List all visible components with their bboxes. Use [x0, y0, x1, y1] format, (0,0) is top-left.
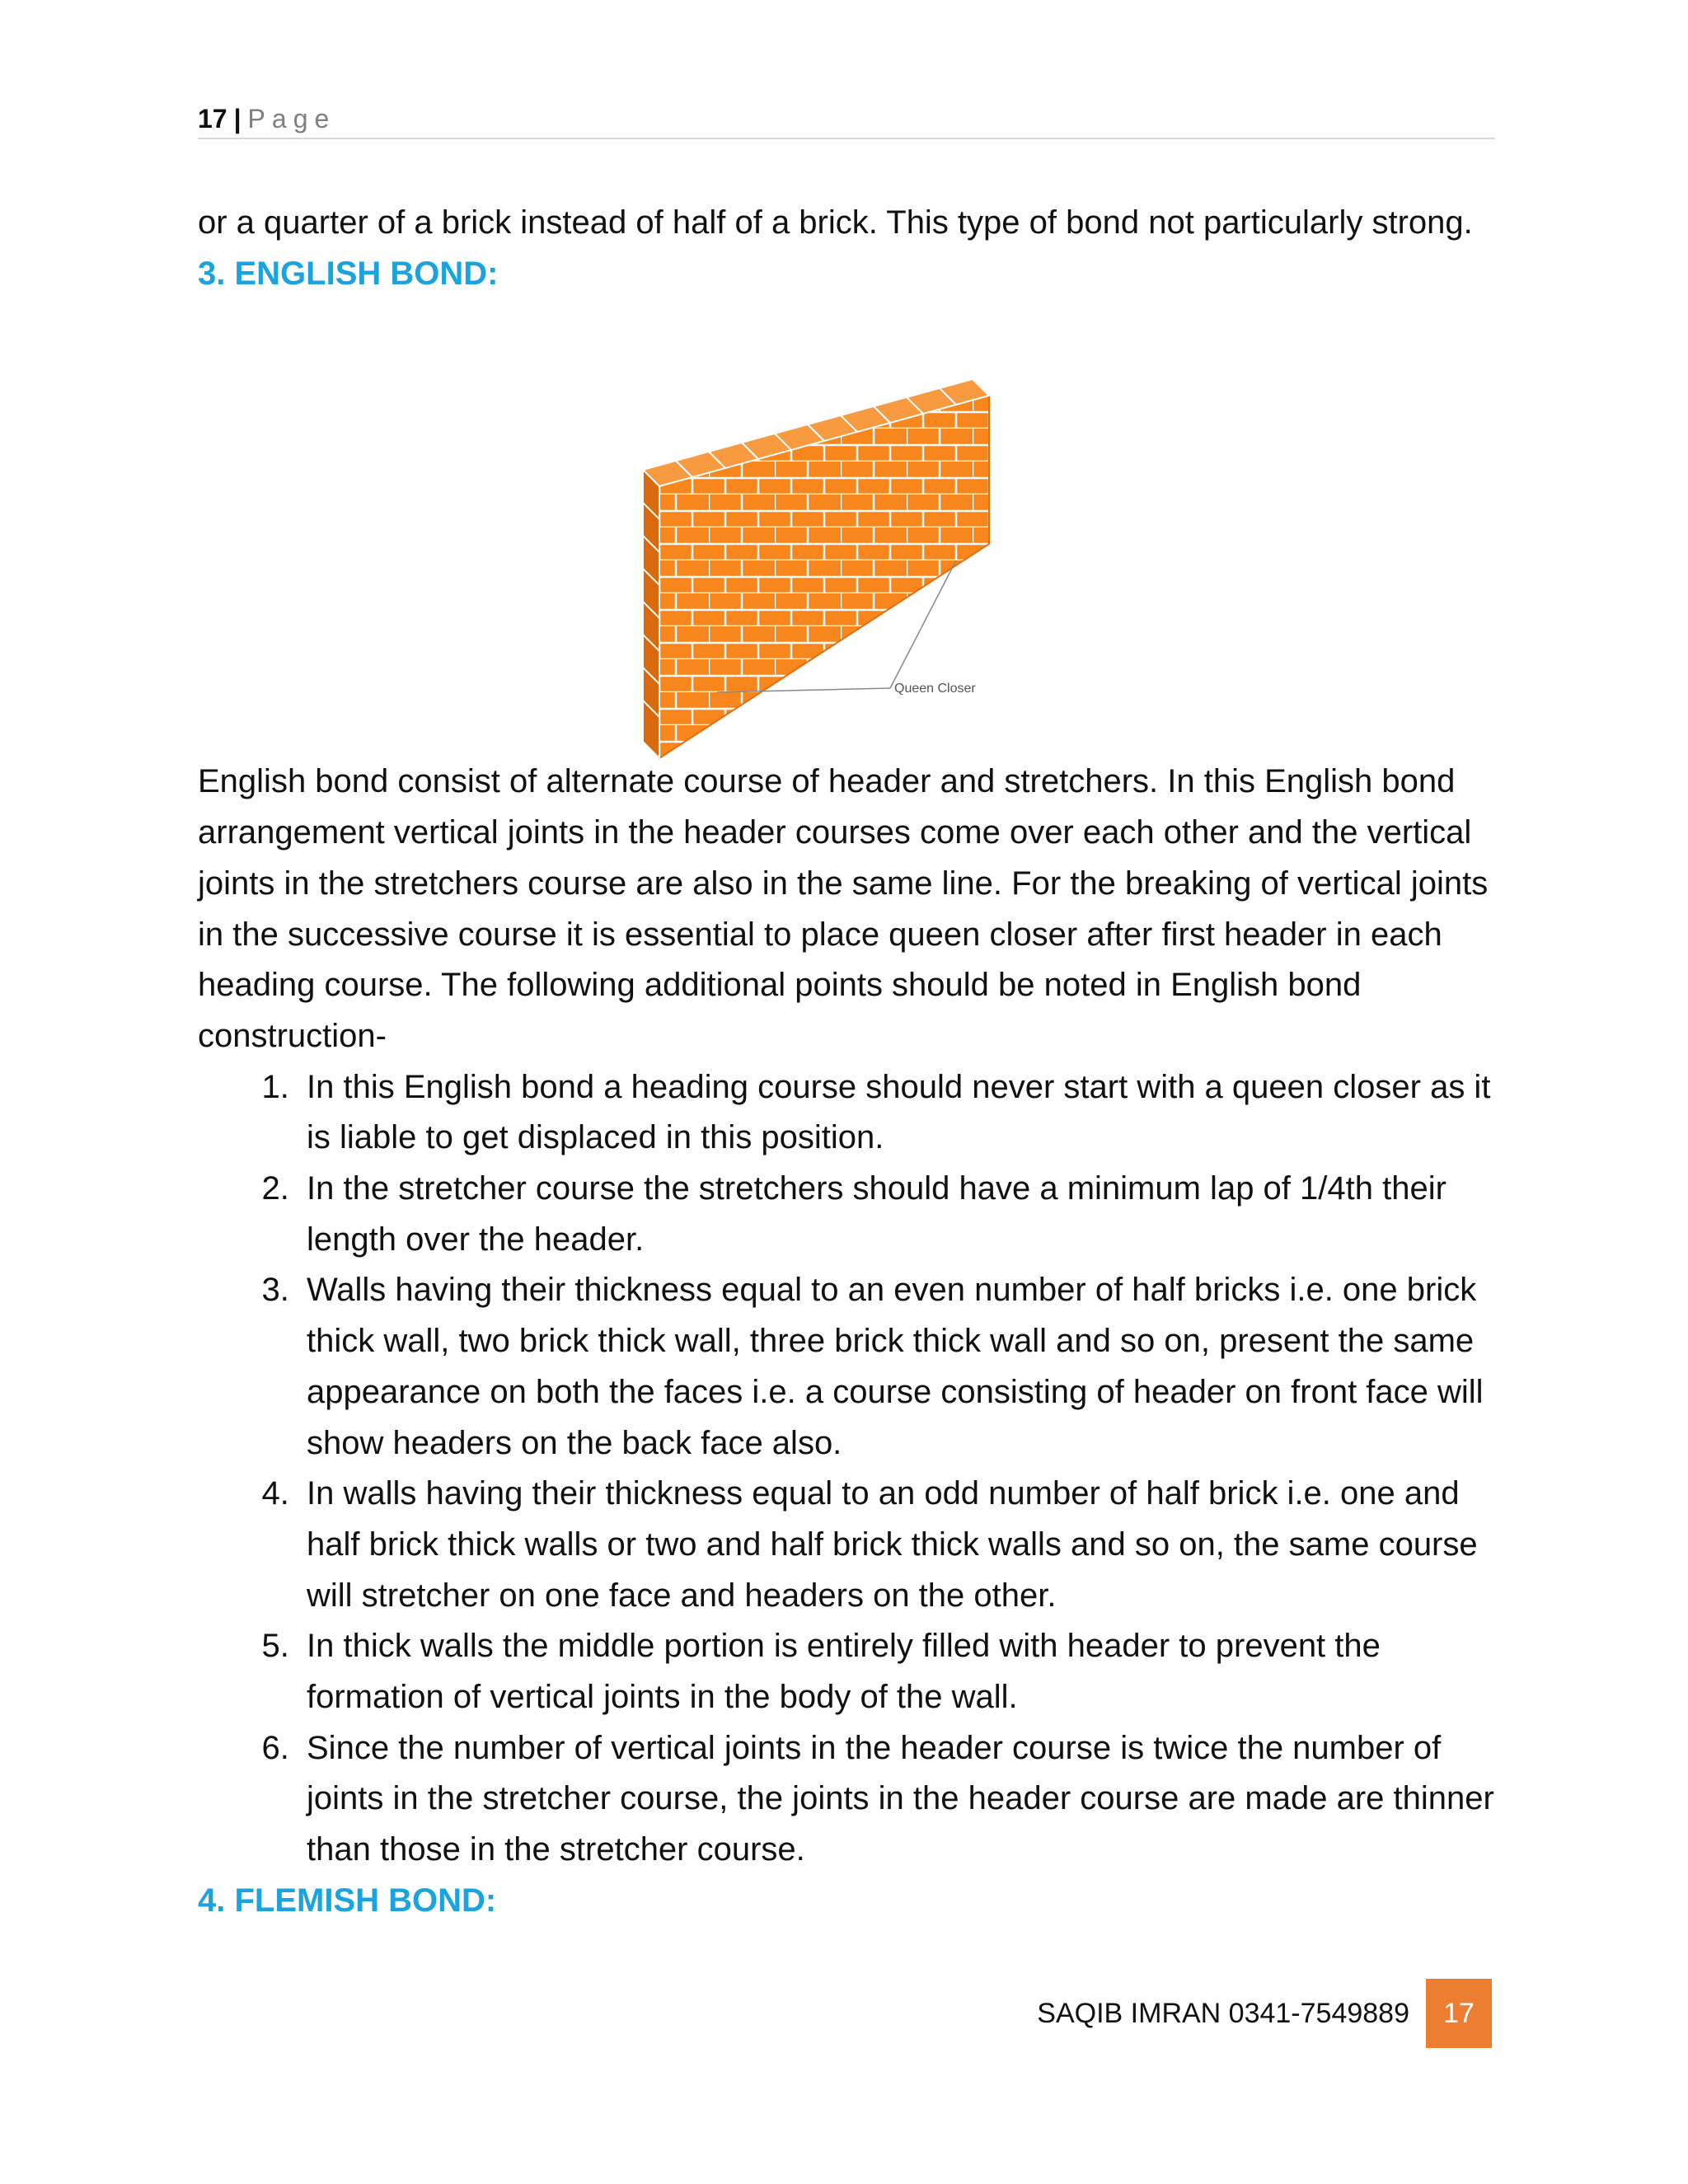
english-bond-wall-figure	[643, 363, 1006, 775]
list-item: 1. In this English bond a heading course should never start with a queen closer as it is liable to get displaced in this position.	[298, 1062, 1495, 1164]
english-bond-paragraph: English bond consist of alternate course of header and stretchers. In this English bond arrangement vertical joints in the header courses come over each other and the vertical joints in the stretchers course are also in the same line. For the breaking of vertical joints in the successive course it is essential to place queen closer after first header in each heading course. The following additional points should be noted in English bond construction-	[198, 763, 1489, 1054]
continuation-text: or a quarter of a brick instead of half of a brick. This type of bond not particularly strong.	[198, 204, 1473, 241]
list-item: 2. In the stretcher course the stretchers should have a minimum lap of 1/4th their length over the header.	[298, 1164, 1495, 1265]
list-item: 3. Walls having their thickness equal to an even number of half bricks i.e. one brick thick wall, two brick thick wall, three brick thick wall and so on, present the same appearance on both the faces i.e. a course consisting of header on front face will show headers on the back face also.	[298, 1265, 1495, 1469]
queen-closer-label: Queen Closer	[894, 682, 976, 696]
footer-page-badge: 17	[1426, 1979, 1492, 2048]
page-header	[198, 101, 1495, 137]
page-label: Page	[247, 104, 336, 134]
header-divider	[198, 138, 1495, 139]
heading-flemish-bond: 4. FLEMISH BOND:	[198, 1882, 497, 1919]
points-list	[198, 1062, 1495, 1876]
page-number: 17	[198, 104, 227, 134]
list-item: 4. In walls having their thickness equal to an odd number of half brick i.e. one and half brick thick walls or two and half brick thick walls and so on, the same course will stretcher on one face and headers on the other.	[298, 1469, 1495, 1621]
list-item: 5. In thick walls the middle portion is entirely filled with header to prevent the formation of vertical joints in the body of the wall.	[298, 1621, 1495, 1722]
list-item: 6. Since the number of vertical joints in the header course is twice the number of joints in the stretcher course, the joints in the header course are made are thinner than those in the stretcher course.	[298, 1723, 1495, 1876]
header-separator: |	[233, 104, 241, 134]
heading-english-bond: 3. ENGLISH BOND:	[198, 255, 499, 292]
page-footer	[1037, 1979, 1492, 2048]
footer-author: SAQIB IMRAN 0341-7549889	[1037, 1997, 1409, 2029]
brick-wall-front-face	[659, 396, 989, 758]
brick-wall-end-face	[643, 470, 659, 758]
